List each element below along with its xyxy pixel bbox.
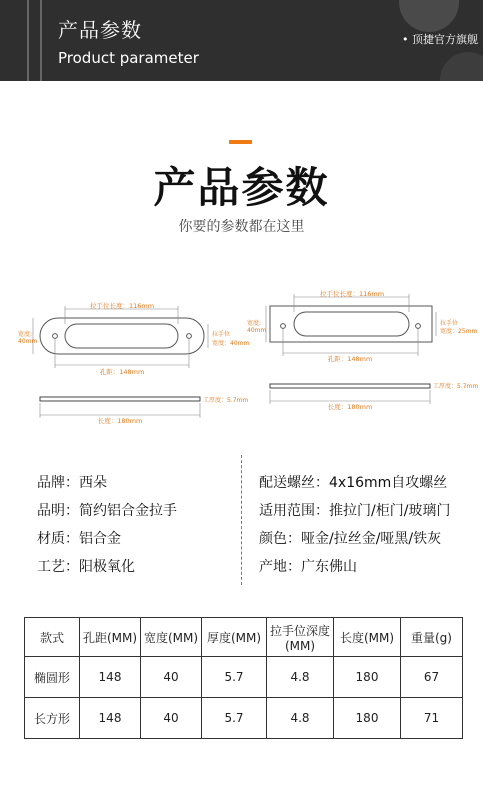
table-row — [25, 698, 463, 739]
table-cell: 40 — [141, 698, 202, 739]
oval-handle-length-label: 拉手位长度：116mm — [89, 302, 155, 310]
decor-line — [27, 0, 29, 81]
table-cell: 4.8 — [267, 657, 334, 698]
table-row — [25, 657, 463, 698]
rect-handle-drawing — [247, 289, 478, 411]
header-banner — [0, 0, 483, 81]
oval-handle-drawing — [18, 301, 249, 425]
decor-circle — [399, 0, 459, 32]
oval-length-label: 长度：180mm — [97, 417, 143, 425]
table-cell: 4.8 — [267, 698, 334, 739]
spec-product-name: 品明：简约铝合金拉手 — [37, 503, 177, 519]
accent-bar — [229, 140, 252, 144]
table-cell: 40 — [141, 657, 202, 698]
table-cell: 180 — [334, 657, 401, 698]
rect-handle-length-label: 拉手位长度：116mm — [319, 290, 385, 298]
header-title-en: Product parameter — [58, 49, 199, 67]
spec-usage: 适用范围：推拉门/柜门/玻璃门 — [259, 503, 451, 519]
table-cell: 椭圆形 — [25, 657, 80, 698]
col-style: 款式 — [25, 618, 80, 657]
header-title-cn: 产品参数 — [58, 18, 142, 42]
table-cell: 148 — [80, 657, 141, 698]
rect-length-label: 长度：180mm — [327, 403, 373, 411]
spec-material: 材质：铝合金 — [37, 531, 121, 547]
col-weight: 重量(g) — [401, 618, 463, 657]
col-thickness: 厚度(MM) — [202, 618, 267, 657]
page-subtitle: 你要的参数都在这里 — [178, 219, 305, 235]
col-width: 宽度(MM) — [141, 618, 202, 657]
table-cell: 5.7 — [202, 657, 267, 698]
col-length: 长度(MM) — [334, 618, 401, 657]
spec-process: 工艺：阳极氧化 — [37, 559, 135, 575]
oval-width-label: 宽度: — [18, 331, 33, 338]
spec-origin: 产地：广东佛山 — [259, 559, 357, 575]
dimension-diagram — [0, 285, 483, 439]
parameter-table — [24, 617, 463, 739]
table-cell: 67 — [401, 657, 463, 698]
oval-hole-label: 孔距：148mm — [99, 368, 145, 376]
decor-line — [40, 0, 42, 81]
spec-color: 颜色：哑金/拉丝金/哑黑/铁灰 — [259, 531, 442, 547]
rect-hole-label: 孔距：148mm — [327, 355, 373, 363]
col-handle-depth: 拉手位深度(MM) — [267, 618, 334, 657]
oval-handle-width-label: 拉手位 — [212, 331, 231, 338]
page-title: 产品参数 — [153, 163, 330, 212]
table-cell: 180 — [334, 698, 401, 739]
spec-screws: 配送螺丝：4x16mm自攻螺丝 — [259, 475, 448, 491]
rect-handle-width-label: 拉手位 — [440, 320, 459, 327]
decor-circle — [440, 52, 483, 81]
table-header-row — [25, 618, 463, 657]
rect-handle-width-value: 宽度：25mm — [440, 328, 478, 335]
spec-divider — [241, 455, 242, 585]
table-cell: 长方形 — [25, 698, 80, 739]
oval-width-value: 40mm — [18, 338, 38, 345]
table-cell: 71 — [401, 698, 463, 739]
spec-brand: 品牌：西朵 — [37, 475, 107, 491]
oval-handle-width-value: 宽度：40mm — [212, 340, 250, 347]
rect-width-label: 宽度: — [247, 320, 262, 327]
table-cell: 5.7 — [202, 698, 267, 739]
rect-thickness-label: 工厚度：5.7mm — [433, 383, 479, 390]
col-hole-distance: 孔距(MM) — [80, 618, 141, 657]
rect-width-value: 40mm — [247, 327, 267, 334]
store-name[interactable]: • 顶捷官方旗舰 — [402, 33, 478, 46]
oval-thickness-label: 工厚度：5.7mm — [203, 397, 249, 404]
table-cell: 148 — [80, 698, 141, 739]
